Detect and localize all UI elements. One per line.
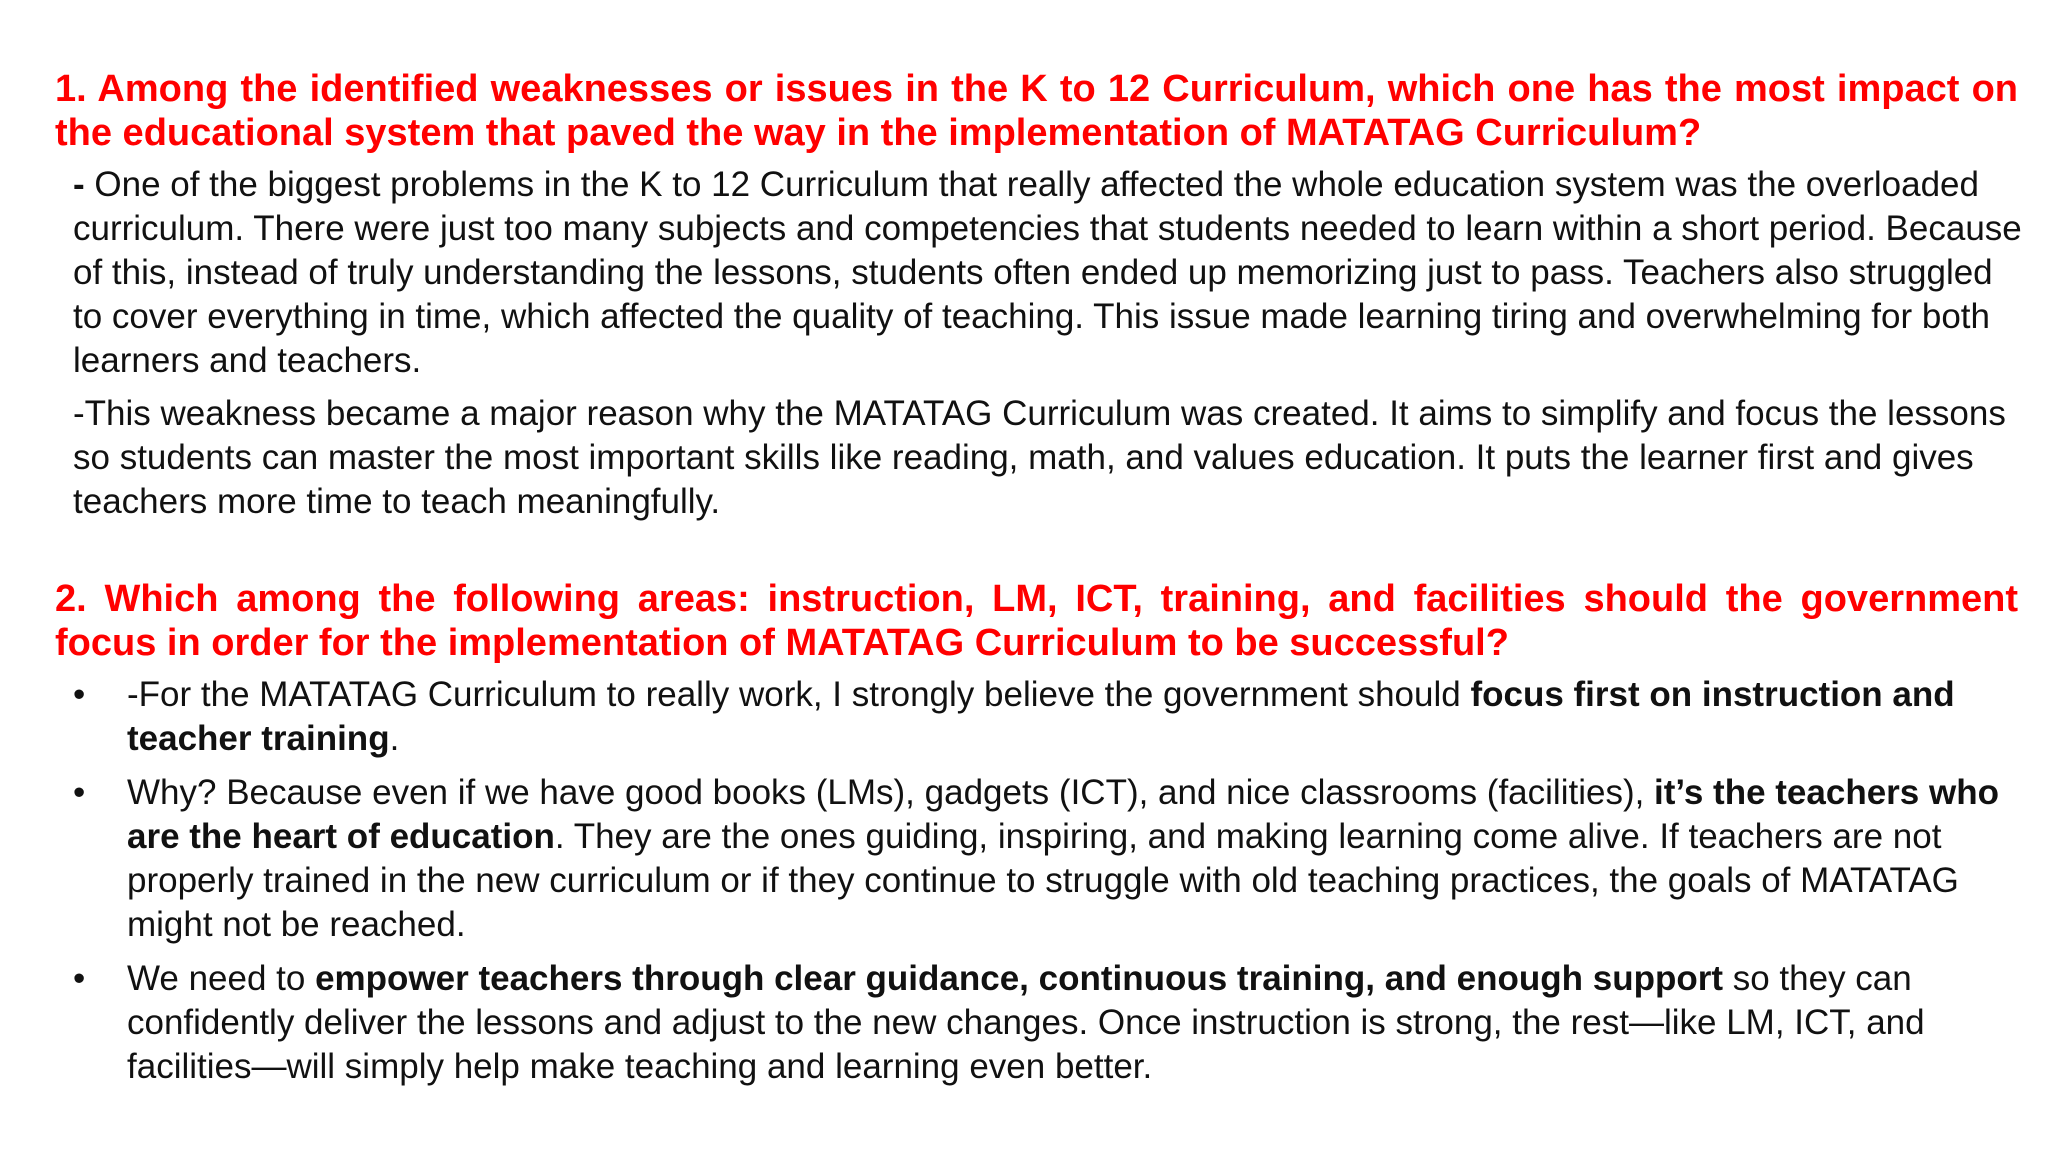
question-1-answer-paragraph-2 <box>73 392 2023 524</box>
bullet-icon: • <box>73 675 86 714</box>
list-item <box>73 673 2023 761</box>
list-item-text: . They are the ones guiding, inspiring, and making learning come alive. If teachers are not properly trained in the new curriculum or if they continue to struggle with old teaching practices, the goals of MATATAG might not be reached. <box>127 817 1959 944</box>
list-item <box>73 957 2023 1089</box>
list-item-text: so they can confidently deliver the lessons and adjust to the new changes. Once instruction is strong, the rest—like LM, ICT, and facilities—will simply help make teaching and learning even better. <box>127 959 1925 1086</box>
list-item-emphasis: empower teachers through clear guidance, continuous training, and enough support <box>315 959 1724 998</box>
answer-text: -This weakness became a major reason why the MATATAG Curriculum was created. It aims to simplify and focus the lessons so students can master the most important skills like reading, math, and values education. It puts the learner first and gives teachers more time to teach meaningfully. <box>73 394 2006 521</box>
list-item-text: Why? Because even if we have good books (LMs), gadgets (ICT), and nice classrooms (facilities), <box>127 773 1655 812</box>
question-2-heading: 2. Which among the following areas: instruction, LM, ICT, training, and facilities should the government focus in order for the implementation of MATATAG Curriculum to be successful? <box>55 578 2018 664</box>
list-item-text: We need to <box>127 959 316 998</box>
list-item-emphasis: focus first on instruction and teacher training <box>127 675 1955 758</box>
bullet-icon: • <box>73 959 86 998</box>
question-2-answer-list <box>73 673 2023 1099</box>
answer-dash: - <box>73 165 85 204</box>
list-item-text: -For the MATATAG Curriculum to really work, I strongly believe the government should <box>127 675 1471 714</box>
list-item <box>73 771 2023 947</box>
bullet-icon: • <box>73 773 86 812</box>
list-item-text: . <box>389 719 400 758</box>
answer-text: One of the biggest problems in the K to 12 Curriculum that really affected the whole education system was the overloaded curriculum. There were just too many subjects and competencies that students needed to learn within a short period. Because of this, instead of truly understanding the lessons, students often ended up memorizing just to pass. Teachers also struggled to cover everything in time, which affected the quality of teaching. This issue made learning tiring and overwhelming for both learners and teachers. <box>73 165 2022 380</box>
question-1-answer-paragraph-1 <box>73 163 2023 383</box>
list-item-emphasis: it’s the teachers who are the heart of education <box>127 773 1999 856</box>
question-1-heading: 1. Among the identified weaknesses or issues in the K to 12 Curriculum, which one has the most impact on the educational system that paved the way in the implementation of MATATAG Curriculum? <box>55 68 2018 154</box>
